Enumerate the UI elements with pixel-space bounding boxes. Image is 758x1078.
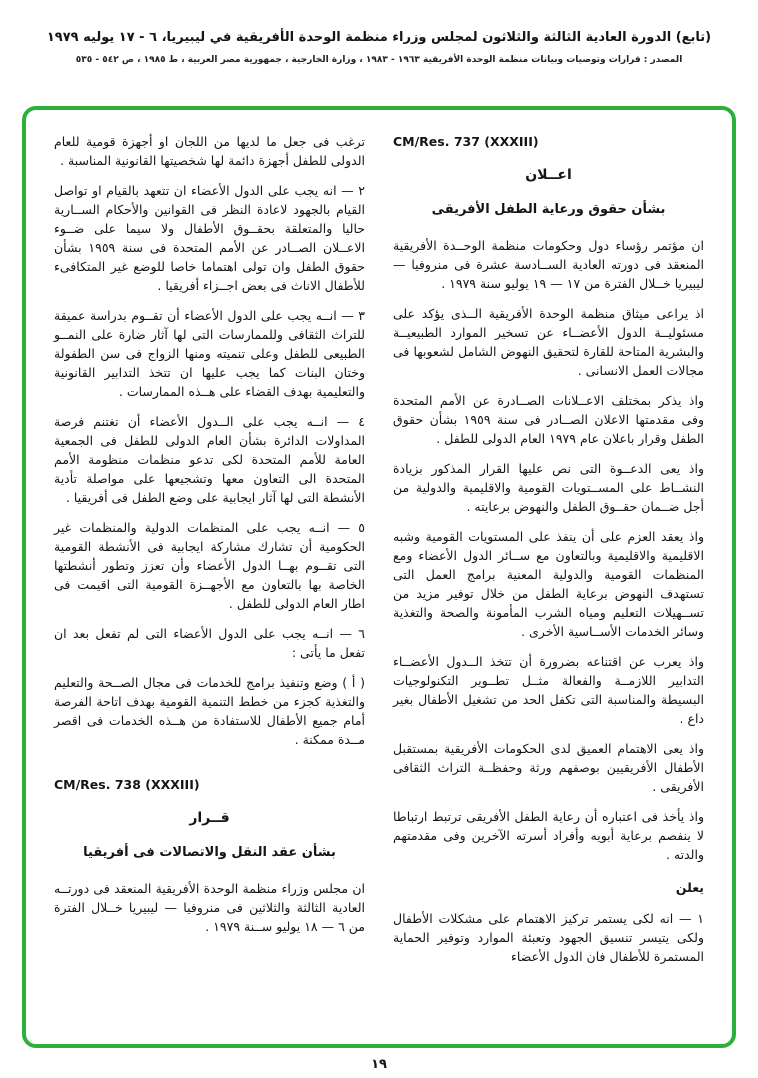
operative-paragraph: ١ — انه لكى يستمر تركيز الاهتمام على مشكلات الأطفال ولكى يتيسر تنسيق الجهود وتعبئة الموارد وتوفير الحماية المستمرة للأطفال فان الدول الأعضاء xyxy=(393,911,704,965)
resolution-738-ref: CM/Res. 738 (XXXIII) xyxy=(54,777,200,792)
operative-paragraph: ٥ — انــه يجب على المنظمات الدولية والمنظمات غير الحكومية أن تشارك مشاركة ايجابية فى الأنشطة القومية التى تقــوم بهــا الدول الأعضاء وأن تعزز وتطور أنشطتها الخاصة بها بالتعاون مع الأجهــزة القومية التى اقيمت فى اطار العام الدولى للطفل . xyxy=(54,520,365,611)
operative-subitem-a: ( أ ) وضع وتنفيذ برامج للخدمات فى مجال الصــحة والتعليم والتغذية كجزء من خطط التنمية القومية بهدف اتاحة الفرصة أمام جميع الأطفال للاستفادة من هــذه الخدمات فى اقصر مــدة ممكنة . xyxy=(54,675,365,747)
resolution-737-ref: CM/Res. 737 (XXXIII) xyxy=(393,134,539,149)
preamble-paragraph: واذ يأخذ فى اعتباره أن رعاية الطفل الأفريقى ترتبط ارتباطا لا ينفصم برعاية أبويه وأفراد أسرته الآخرين وفى مقدمتهم والدته . xyxy=(393,809,704,863)
two-column-layout xyxy=(54,132,704,977)
column-right xyxy=(393,132,704,977)
green-border-frame xyxy=(22,106,736,1048)
preamble-paragraph: واذ يعرب عن اقتناعه بضرورة أن تتخذ الــدول الأعضــاء التدابير اللازمــة والفعالة مثــل تطــوير التكنولوجيات البسيطة والمناسبة التى تكفل الحد من تشغيل الأطفال بغير داع . xyxy=(393,654,704,727)
preamble-paragraph: واذ يعى الدعــوة التى نص عليها القرار المذكور بزيادة النشــاط على المســتويات القومية والاقليمية والدولية من أجل ضــمان حقــوق الطفل والنهوض برعايته . xyxy=(393,461,704,515)
operative-paragraph: ٤ — انــه يجب على الــدول الأعضاء أن تغتنم فرصة المداولات الدائرة بشأن العام الدولى للطفل فى الجمعية العامة للأمم المتحدة لكى تدعو منظمات منظومة الأمم المتحدة الى التعاون معها وتشجيعها على مواصلة تأدية الأنشطة التى لها آثار ايجابية على وضع الطفل فى أفريقيا . xyxy=(54,414,365,505)
preamble-paragraph: واذ يعقد العزم على أن ينفذ على المستويات القومية وشبه الاقليمية والاقليمية وبالتعاون مع ســائر الدول الأعضاء ومع المنظمات القومية والدولية المعنية برامج العمل التى تستهدف النهوض برعاية الطفل من خلال توفير مزيد من تســهيلات التعليم ومياه الشرب المأمونة والصحة والتغذية وسائر الخدمات الأســاسية الأخرى . xyxy=(393,529,704,640)
operative-paragraph: ترغب فى جعل ما لديها من اللجان او أجهزة قومية للعام الدولى للطفل أجهزة دائمة لها شخصيتها القانونية المناسبة . xyxy=(54,134,365,168)
preamble-paragraph: ان مؤتمر رؤساء دول وحكومات منظمة الوحــدة الأفريقية المنعقد فى دورته العادية الســادسة عشرة فى منروفيا — ليبيريا خــلال الفترة من ١٧ — ١٩ يوليو سنة ١٩٧٩ . xyxy=(393,238,704,292)
column-left xyxy=(54,132,365,977)
resolution-737-title: اعــلان xyxy=(525,167,572,183)
operative-paragraph: ٣ — انــه يجب على الدول الأعضاء أن تقــوم بدراسة عميقة للتراث الثقافى وللممارسات التى لها آثار ضارة على النمــو الطبيعى للطفل وعلى تنميته ومنها الزواج فى سن الطفولة وختان البنات كما يجب عليها ان تتخذ التدابير القانونية والتعليمية بهدف القضاء على هــذه الممارسات . xyxy=(54,308,365,399)
page-number: ١٩ xyxy=(371,1057,387,1072)
declare-word: يعلن xyxy=(675,880,704,896)
resolution-738-subtitle: بشأن عقد النقل والاتصالات فى أفريقيا xyxy=(83,845,336,861)
page-header xyxy=(0,0,758,65)
header-source-line: المصدر : قرارات وتوصيات وبيانات منظمة الوحدة الأفريقية ١٩٦٣ - ١٩٨٣ ، وزارة الخارجية ، جمهورية مصر العربية ، ط ١٩٨٥ ، ص ٥٤٢ - ٥٣٥ xyxy=(75,55,683,65)
resolution-738-section xyxy=(54,775,365,936)
resolution-738-paragraph: ان مجلس وزراء منظمة الوحدة الأفريقية المنعقد فى دورتــه العادية الثالثة والثلاثين فى منروفيا — ليبيريا خــلال الفترة من ٦ — ١٨ يوليو ســنة ١٩٧٩ . xyxy=(54,881,365,935)
operative-paragraph: ٢ — انه يجب على الدول الأعضاء ان تتعهد بالقيام او تواصل القيام بالجهود لاعادة النظر فى القوانين والأحكام الســارية حاليا والمتعلقة بحقــوق الأطفال ولا سيما على ضــوء الاعــلان الصــادر عن الأمم المتحدة فى سنة ١٩٥٩ بشأن حقوق الطفل وان تولى اهتماما خاصا للوضع غير المتكافىء للأطفال الاناث فى بعض اجــزاء أفريقيا . xyxy=(54,183,365,293)
resolution-738-title: قــرار xyxy=(189,810,230,826)
preamble-paragraph: اذ يراعى ميثاق منظمة الوحدة الأفريقية الــذى يؤكد على مسئوليــة الدول الأعضــاء عن تسخير الموارد الطبيعيــة والبشرية المتاحة للقارة لتحقيق النهوض الشامل لشعوبها فى مجالات العمل الانسانى . xyxy=(393,306,704,379)
operative-paragraph: ٦ — انــه يجب على الدول الأعضاء التى لم تفعل بعد ان تفعل ما يأتى : xyxy=(54,626,365,660)
preamble-paragraph: واذ يذكر بمختلف الاعــلانات الصــادرة عن الأمم المتحدة وفى مقدمتها الاعلان الصــادر فى سنة ١٩٥٩ بشأن حقوق الطفل وقرار باعلان عام ١٩٧٩ العام الدولى للطفل . xyxy=(393,393,704,447)
header-session-title: (تابع) الدورة العادية الثالثة والثلاثون لمجلس وزراء منظمة الوحدة الأفريقية في ليبيريا، ٦ - ١٧ يوليه ١٩٧٩ xyxy=(46,30,712,45)
resolution-737-subtitle: بشأن حقوق ورعاية الطفل الأفريقى xyxy=(431,202,666,218)
preamble-paragraph: واذ يعى الاهتمام العميق لدى الحكومات الأفريقية بمستقبل الأطفال الأفريقيين بوصفهم ورثة وحفظــة التراث الثقافى الأفريقى . xyxy=(393,741,704,795)
